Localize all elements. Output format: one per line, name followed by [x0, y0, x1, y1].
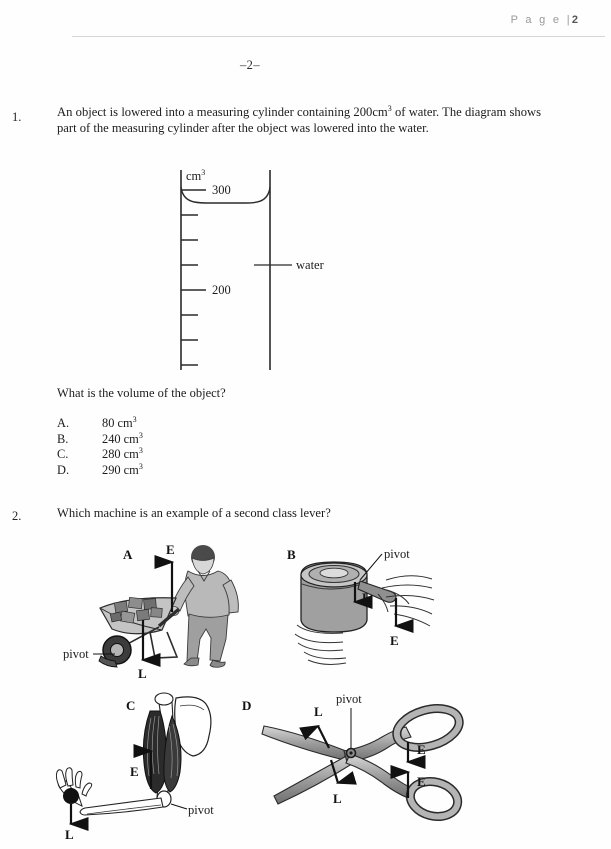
option-c-letter: C — [126, 698, 136, 713]
option-a-letter: A — [123, 547, 133, 562]
wheelbarrow — [99, 597, 179, 667]
load-label-c: L — [65, 827, 74, 842]
option-text-a: 80 $cm^3$ — [102, 414, 137, 430]
finger — [382, 585, 432, 588]
question-1-unit-cm: cm — [372, 105, 388, 119]
cylinder-unit-label: $cm^3$ — [186, 168, 206, 183]
humerus-head — [155, 693, 173, 705]
scissors-arm-lower — [346, 754, 414, 798]
person-figure — [169, 545, 238, 667]
option-row-b[interactable] — [57, 432, 317, 448]
option-row-c[interactable] — [57, 447, 317, 463]
option-d-letter: D — [242, 698, 252, 713]
question-1-text-part1: An object is lowered into a measuring cylinder containing 200 — [57, 105, 373, 119]
scale-label-200: 200 — [212, 283, 231, 297]
header-page-number: 2 — [571, 14, 578, 26]
finger — [298, 643, 343, 651]
pivot-label-b: pivot — [384, 547, 410, 561]
header-divider — [72, 36, 605, 37]
effort-label-d-lower: E — [417, 774, 426, 789]
option-c-figure[interactable] — [30, 686, 260, 841]
can-lid-inner — [320, 568, 348, 578]
load-label-b: L — [362, 590, 371, 605]
option-d-figure[interactable] — [232, 686, 482, 841]
effort-label-a: E — [166, 542, 175, 557]
person-face — [192, 558, 214, 574]
can — [301, 562, 367, 632]
option-letter-a: A. — [57, 416, 70, 430]
finger — [386, 576, 432, 580]
question-1-options — [57, 416, 317, 478]
biceps-muscle — [143, 711, 166, 793]
load-label-a: L — [138, 666, 147, 681]
finger — [295, 634, 343, 643]
finger — [394, 614, 430, 626]
option-b-letter: B — [287, 547, 296, 562]
option-row-a[interactable] — [57, 416, 317, 432]
pivot-label-c: pivot — [188, 803, 214, 817]
load-label-d-lower: L — [333, 791, 342, 806]
finger — [66, 768, 73, 786]
measuring-cylinder-figure — [150, 160, 410, 385]
finger — [304, 652, 346, 659]
option-row-d[interactable] — [57, 463, 317, 479]
finger — [56, 770, 66, 788]
pivot-screw-center — [349, 751, 352, 754]
option-a-figure[interactable] — [55, 540, 280, 690]
option-letter-d: D. — [57, 462, 70, 477]
finger — [308, 660, 346, 664]
question-2-number: 2. — [12, 509, 22, 523]
option-text-b: 240 $cm^3$ — [102, 430, 143, 446]
scissors-blade-lower — [274, 754, 355, 804]
header-page-word: P a g e | — [510, 14, 572, 26]
scale-label-300: 300 — [212, 183, 231, 197]
question-1-text-part2: of water. The diagram shows part of the measuring cylinder after the object was lowered into the water. — [57, 105, 541, 135]
person-shirt — [184, 571, 232, 619]
pivot-label-a: pivot — [63, 647, 89, 661]
header-page-label — [511, 14, 578, 26]
finger — [82, 783, 92, 796]
question-1-prompt: What is the volume of the object? — [57, 386, 226, 400]
effort-label-b: E — [390, 633, 399, 648]
load-label-d-upper: L — [314, 704, 323, 719]
option-letter-c: C. — [57, 447, 69, 461]
question-2-text: Which machine is an example of a second class lever? — [57, 506, 331, 520]
water-label: water — [296, 258, 324, 272]
pivot-leader-c — [171, 804, 187, 809]
question-1-text — [57, 105, 541, 136]
option-letter-b: B. — [57, 431, 69, 446]
scissors-blade-upper — [262, 726, 346, 760]
page-marker: –2– — [240, 58, 260, 72]
page-header — [0, 14, 611, 48]
pivot-label-d: pivot — [336, 692, 362, 706]
effort-label-d-upper: E — [417, 742, 426, 757]
question-1-unit-sup: 3 — [387, 103, 392, 113]
effort-label-c: E — [130, 764, 139, 779]
question-1-number: 1. — [12, 110, 22, 124]
person-shoe-left — [184, 658, 199, 666]
wheelbarrow-legs — [150, 632, 177, 658]
option-text-d: 290 $cm^3$ — [102, 461, 143, 477]
option-b-figure[interactable] — [282, 540, 472, 690]
weight-object — [63, 788, 79, 804]
person-trousers — [187, 614, 228, 661]
option-text-c: 280 $cm^3$ — [102, 445, 143, 461]
finger — [75, 771, 82, 788]
